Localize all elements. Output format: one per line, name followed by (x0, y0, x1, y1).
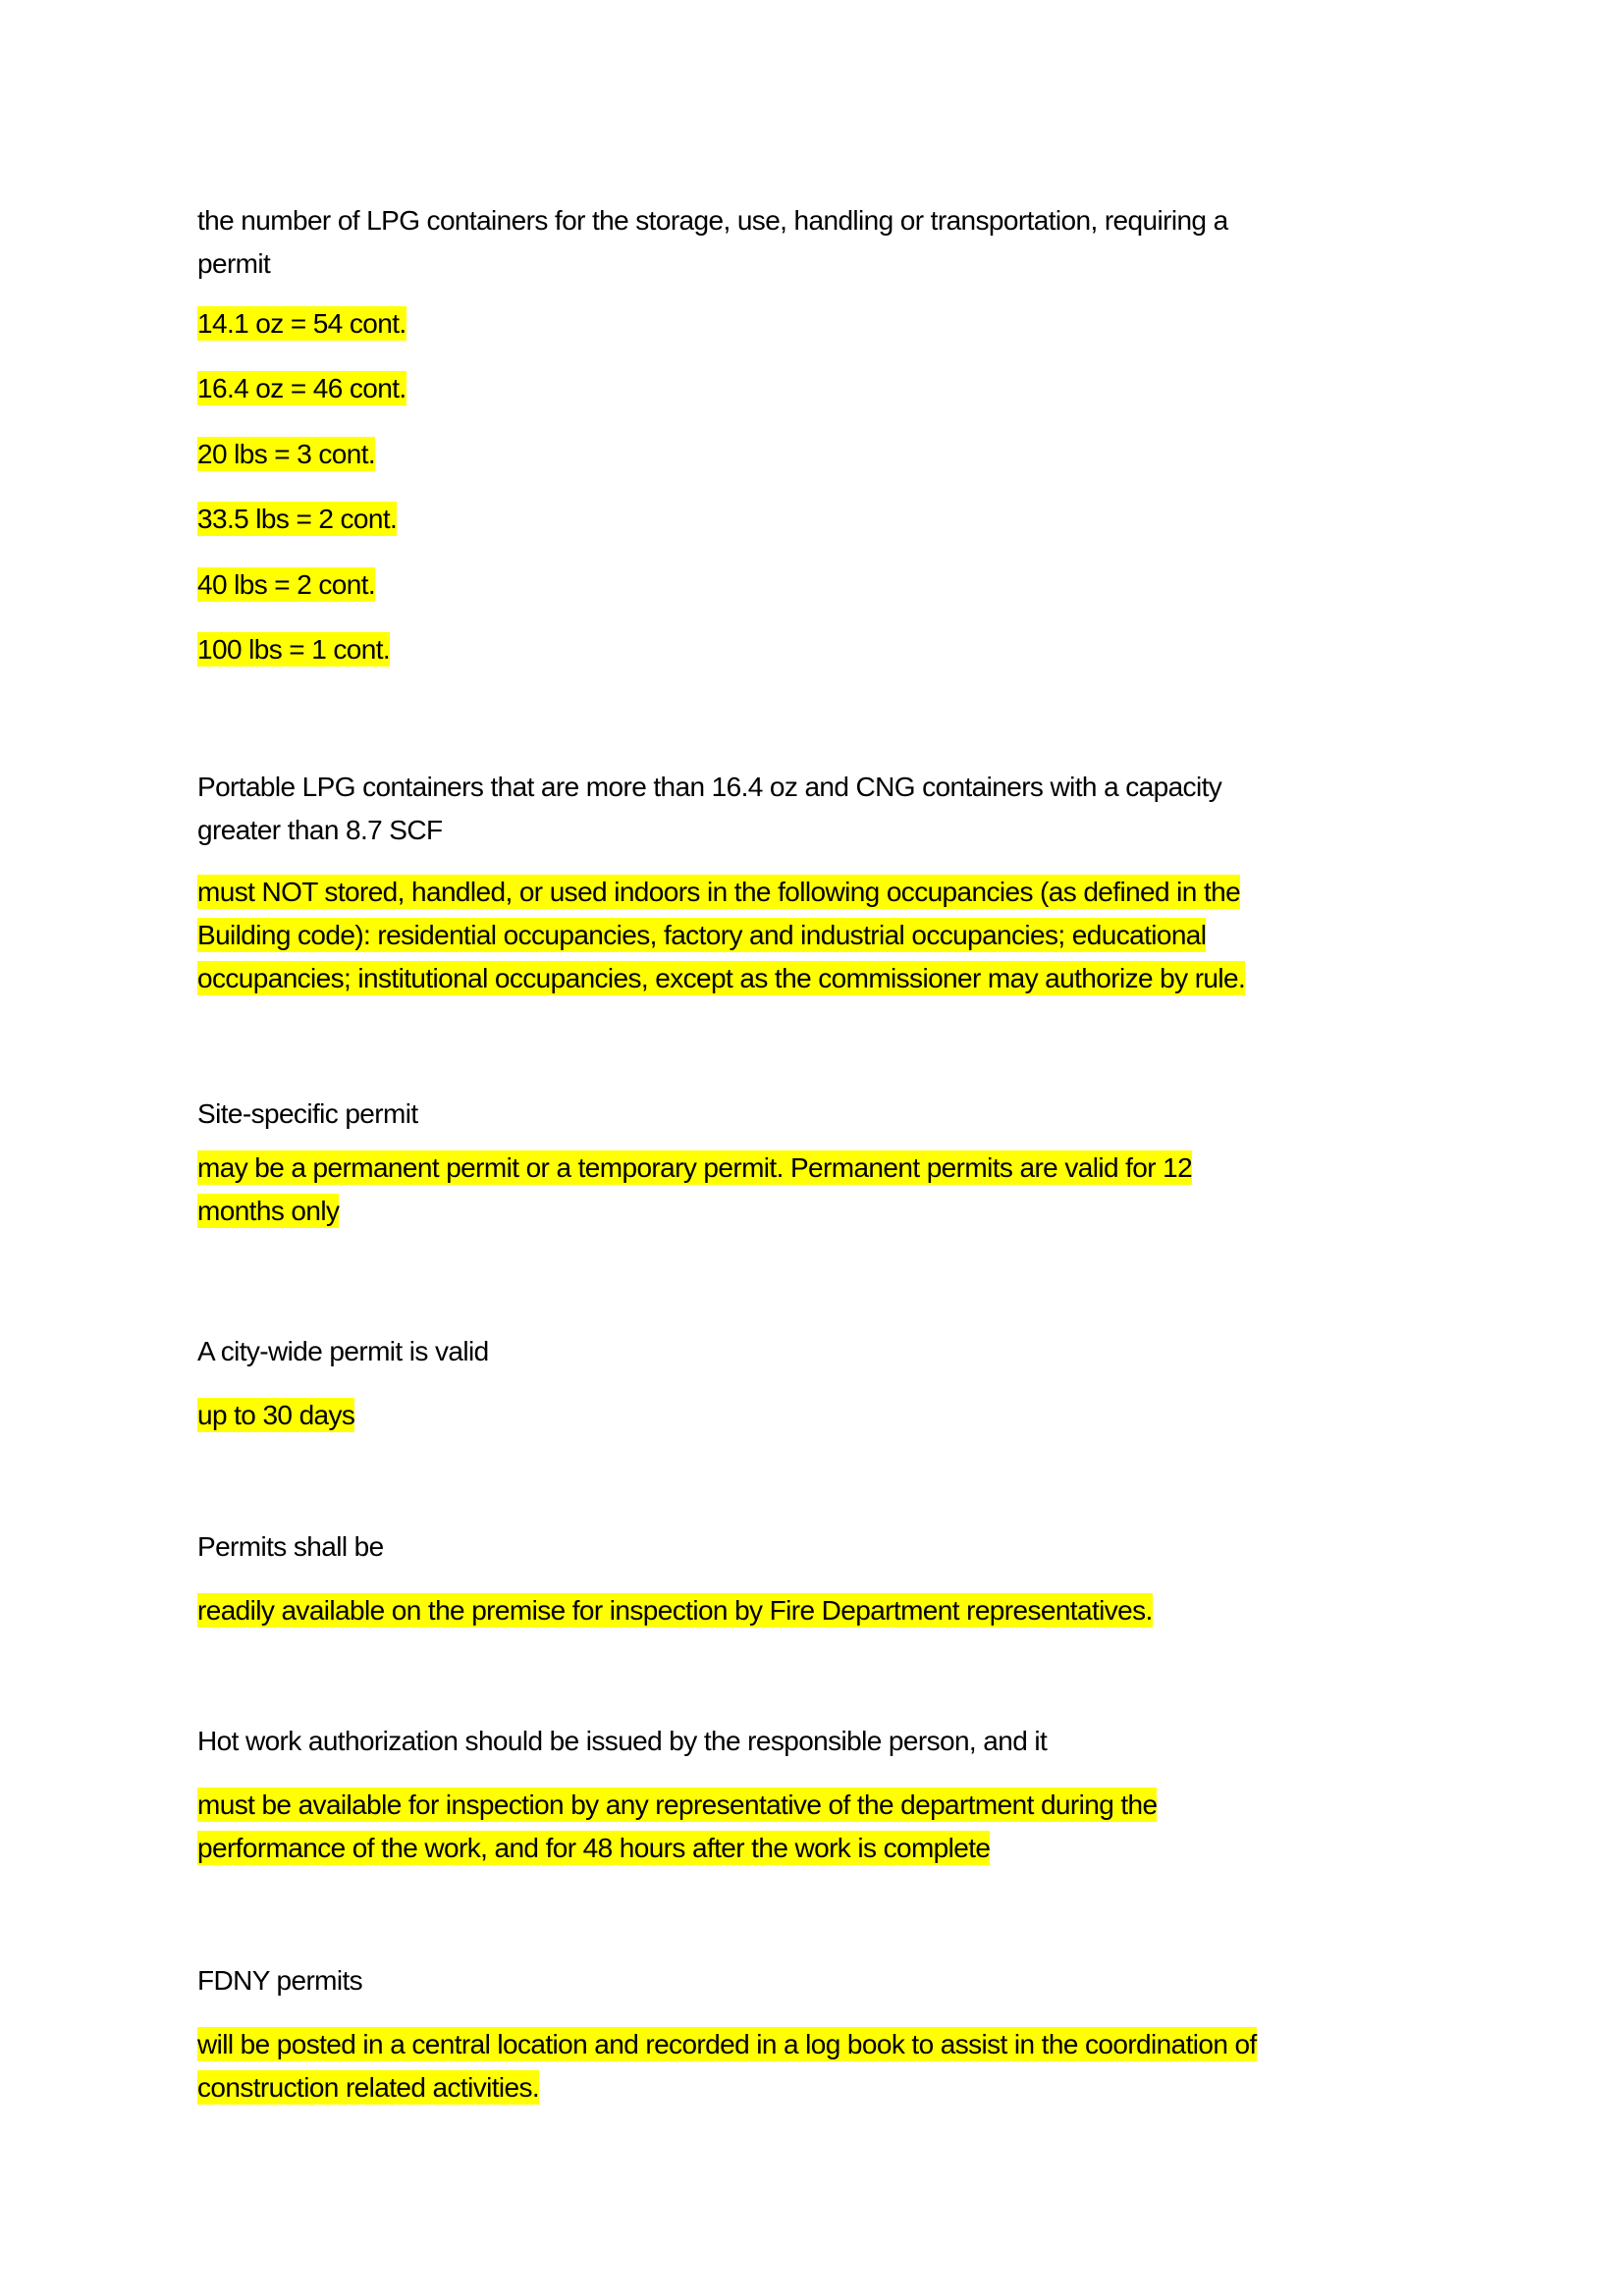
question-line: Hot work authorization should be issued by the responsible person, and it (197, 1726, 1048, 1756)
answer-item (197, 628, 1435, 671)
question-lpg-containers (197, 199, 1435, 286)
highlighted-answer-line: Building code): residential occupancies, factory and industrial occupancies; educational (197, 920, 1207, 950)
highlighted-answer: 20 lbs = 3 cont. (197, 439, 376, 469)
answer-item (197, 498, 1435, 541)
highlighted-answer-line: will be posted in a central location and recorded in a log book to assist in the coordination of (197, 2029, 1257, 2059)
answer-permits-shall-be (197, 1589, 1435, 1632)
question-line: permit (197, 248, 271, 279)
highlighted-answer-line: may be a permanent permit or a temporary permit. Permanent permits are valid for 12 (197, 1152, 1193, 1183)
question-line: FDNY permits (197, 1965, 363, 1996)
question-portable-lpg-cng (197, 766, 1435, 852)
highlighted-answer-line: occupancies; institutional occupancies, except as the commissioner may authorize by rule. (197, 963, 1246, 993)
question-line: Portable LPG containers that are more than 16.4 oz and CNG containers with a capacity (197, 772, 1222, 802)
answer-item (197, 367, 1435, 410)
answer-hot-work-authorization (197, 1784, 1435, 1870)
question-line: the number of LPG containers for the storage, use, handling or transportation, requiring a (197, 205, 1228, 236)
answer-item (197, 563, 1435, 607)
highlighted-answer: 16.4 oz = 46 cont. (197, 373, 406, 403)
highlighted-answer-line: up to 30 days (197, 1400, 355, 1430)
highlighted-answer-line: must be available for inspection by any representative of the department during the (197, 1789, 1158, 1820)
question-fdny-permits (197, 1959, 1435, 2002)
highlighted-answer-line: performance of the work, and for 48 hours after the work is complete (197, 1833, 991, 1863)
answer-portable-lpg-cng (197, 871, 1435, 1000)
question-city-wide-permit (197, 1330, 1435, 1373)
question-line: greater than 8.7 SCF (197, 815, 443, 845)
question-line: Permits shall be (197, 1531, 384, 1562)
answer-item (197, 302, 1435, 346)
question-permits-shall-be (197, 1525, 1435, 1569)
highlighted-answer: 100 lbs = 1 cont. (197, 634, 391, 665)
highlighted-answer-line: must NOT stored, handled, or used indoors in the following occupancies (as defined in the (197, 877, 1241, 907)
highlighted-answer: 14.1 oz = 54 cont. (197, 308, 406, 339)
question-hot-work-authorization (197, 1720, 1435, 1763)
question-line: Site-specific permit (197, 1098, 418, 1129)
highlighted-answer-line: readily available on the premise for inspection by Fire Department representatives. (197, 1595, 1153, 1626)
highlighted-answer-line: months only (197, 1196, 340, 1226)
highlighted-answer: 40 lbs = 2 cont. (197, 569, 376, 600)
question-line: A city-wide permit is valid (197, 1336, 489, 1366)
highlighted-answer-line: construction related activities. (197, 2072, 540, 2103)
answer-fdny-permits (197, 2023, 1435, 2109)
answer-city-wide-permit (197, 1394, 1435, 1437)
answer-site-specific-permit (197, 1147, 1435, 1233)
highlighted-answer: 33.5 lbs = 2 cont. (197, 504, 398, 534)
question-site-specific-permit (197, 1093, 1435, 1136)
answer-item (197, 433, 1435, 476)
